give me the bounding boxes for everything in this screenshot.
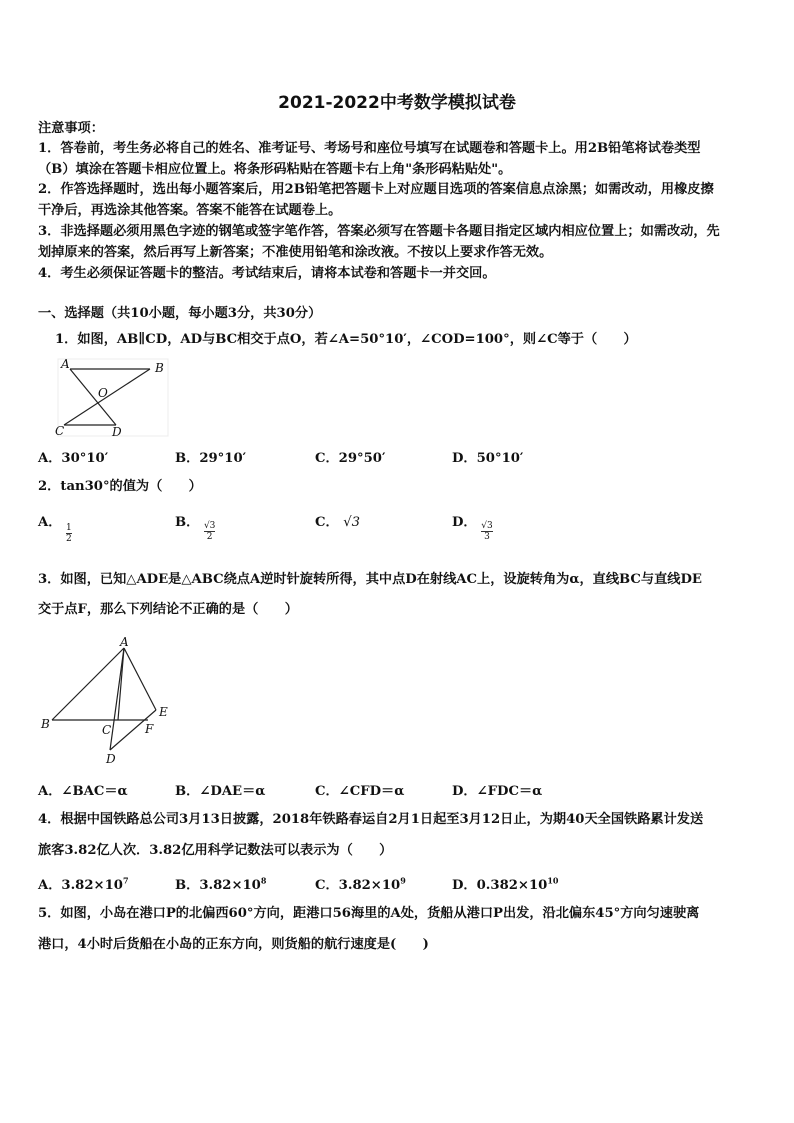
point-label-a: A [120,636,129,649]
question-1-stem: 1．如图，AB∥CD，AD与BC相交于点O，若∠A=50°10′，∠COD=100°，则∠C等于（ ） [55,332,637,347]
option-text: C．3.82×10 [315,878,401,893]
question-2-option-c [315,511,360,530]
point-label-o: O [98,386,108,400]
question-4-stem: 4．根据中国铁路总公司3月13日披露，2018年铁路春运自2月1日起至3月12日止，为期40天全国铁路累计发送 [38,812,704,827]
numerator: √3 [481,521,493,531]
question-3-option-c: C．∠CFD＝α [315,784,405,799]
point-label-b: B [41,717,50,731]
option-value: √3 [343,515,361,530]
question-2-option-d [452,511,493,542]
question-4-option-d [452,874,558,893]
option-label: A． [38,515,62,530]
point-label-b: B [155,361,164,375]
section-heading: 一、选择题（共10小题，每小题3分，共30分） [38,306,322,321]
exponent: 10 [547,875,559,886]
point-label-e: E [159,705,168,719]
question-3-figure [38,636,178,766]
question-2-option-b [175,511,215,542]
point-label-a: A [61,357,70,371]
question-1-option-d: D．50°10′ [452,451,524,466]
question-1-option-c: C．29°50′ [315,451,386,466]
fraction [204,521,215,542]
denominator: 3 [481,531,492,542]
question-2-option-a [38,511,72,544]
fraction [66,523,72,544]
fraction [481,521,492,542]
page-title: 2021-2022中考数学模拟试卷 [278,93,516,113]
question-2-stem: 2．tan30°的值为（ ） [38,479,202,494]
segment-ad [110,648,124,750]
option-label: C． [315,515,339,530]
numerator: √3 [203,521,216,531]
question-4-option-b [175,874,266,893]
notice-line: 1．答卷前，考生务必将自己的姓名、准考证号、考场号和座位号填写在试题卷和答题卡上。用2B铅笔将试卷类型 [38,141,701,156]
notice-line: 划掉原来的答案，然后再写上新答案；不准使用铅笔和涂改液。不按以上要求作答无效。 [38,245,553,260]
point-label-c: C [55,424,65,438]
notice-line: 2．作答选择题时，选出每小题答案后，用2B铅笔把答题卡上对应题目选项的答案信息点涂黑；如需改动，用橡皮擦 [38,182,714,197]
notice-line: 3．非选择题必须用黑色字迹的钢笔或签字笔作答，答案必须写在答题卡各题目指定区域内相应位置上；如需改动，先 [38,224,720,239]
option-text: A．3.82×10 [38,878,123,893]
denominator: 2 [66,534,72,544]
notice-heading: 注意事项： [38,121,104,136]
point-label-d: D [106,752,116,766]
question-4-stem-cont: 旅客3.82亿人次．3.82亿用科学记数法可以表示为（ ） [38,843,393,858]
option-text: D．0.382×10 [452,878,548,893]
point-label-c: C [102,723,112,737]
question-5-stem: 5．如图，小岛在港口P的北偏西60°方向，距港口56海里的A处，货船从港口P出发，沿北偏东45°方向匀速驶离 [38,906,700,921]
denominator: 2 [204,531,215,542]
exponent: 8 [260,875,267,886]
question-1-figure [52,357,172,439]
point-label-f: F [145,722,154,736]
option-label: B． [175,515,200,530]
option-label: D． [452,515,477,530]
segment-ae [124,648,156,710]
question-4-option-a [38,874,129,893]
notice-line: 干净后，再选涂其他答案。答案不能答在试题卷上。 [38,203,342,218]
question-5-stem-cont: 港口，4小时后货船在小岛的正东方向，则货船的航行速度是( ) [38,937,429,952]
question-3-stem-cont: 交于点F，那么下列结论不正确的是（ ） [38,602,298,617]
question-3-option-d: D．∠FDC＝α [452,784,543,799]
question-3-stem: 3．如图，已知△ADE是△ABC绕点A逆时针旋转所得，其中点D在射线AC上，设旋转角为α，直线BC与直线DE [38,572,702,587]
exponent: 7 [122,875,129,886]
point-label-d: D [112,425,122,439]
numerator: 1 [66,523,72,533]
question-1-option-a: A．30°10′ [38,451,109,466]
segment-ab [52,648,124,720]
question-4-option-c [315,874,406,893]
notice-line: 4．考生必须保证答题卡的整洁。考试结束后，请将本试卷和答题卡一并交回。 [38,266,496,281]
option-text: B．3.82×10 [175,878,261,893]
notice-line: （B）填涂在答题卡相应位置上。将条形码粘贴在答题卡右上角"条形码粘贴处"。 [38,162,512,177]
exponent: 9 [400,875,406,886]
question-1-option-b: B．29°10′ [175,451,247,466]
question-3-option-a: A．∠BAC＝α [38,784,128,799]
question-3-option-b: B．∠DAE＝α [175,784,266,799]
